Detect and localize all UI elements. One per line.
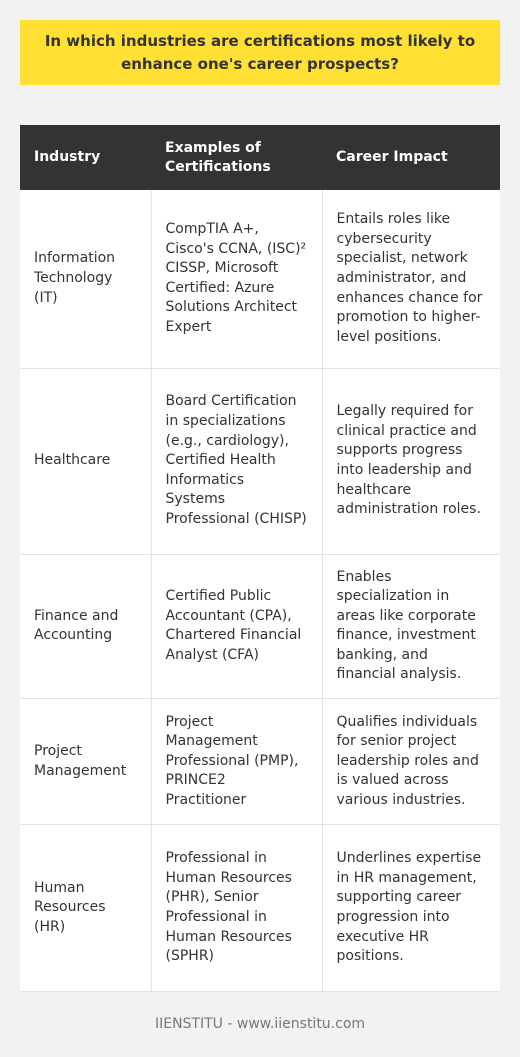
certifications-cell: Professional in Human Resources (PHR), Senior Professional in Human Resources (SPHR)	[151, 825, 322, 992]
column-header-industry: Industry	[20, 125, 151, 190]
certifications-cell: CompTIA A+, Cisco's CCNA, (ISC)² CISSP, Microsoft Certified: Azure Solutions Architect Expert	[151, 190, 322, 368]
industry-cell: Project Management	[20, 699, 151, 825]
industry-cell: Finance and Accounting	[20, 554, 151, 699]
table-row	[20, 368, 500, 554]
table-row	[20, 825, 500, 992]
title-banner	[20, 20, 500, 85]
certifications-cell: Project Management Professional (PMP), PRINCE2 Practitioner	[151, 699, 322, 825]
table-row	[20, 190, 500, 368]
industry-cell: Human Resources (HR)	[20, 825, 151, 992]
certifications-table	[20, 125, 500, 992]
career-impact-cell: Entails roles like cybersecurity specialist, network administrator, and enhances chance for promotion to higher-level positions.	[322, 190, 500, 368]
career-impact-cell: Underlines expertise in HR management, supporting career progression into executive HR positions.	[322, 825, 500, 992]
career-impact-cell: Legally required for clinical practice and supports progress into leadership and healthcare administration roles.	[322, 368, 500, 554]
certifications-cell: Board Certification in specializations (e.g., cardiology), Certified Health Informatics Systems Professional (CHISP)	[151, 368, 322, 554]
career-impact-cell: Qualifies individuals for senior project leadership roles and is valued across various industries.	[322, 699, 500, 825]
certifications-cell: Certified Public Accountant (CPA), Chartered Financial Analyst (CFA)	[151, 554, 322, 699]
career-impact-cell: Enables specialization in areas like corporate finance, investment banking, and financial analysis.	[322, 554, 500, 699]
column-header-career-impact: Career Impact	[322, 125, 500, 190]
table-header-row	[20, 125, 500, 190]
table-row	[20, 699, 500, 825]
industry-cell: Healthcare	[20, 368, 151, 554]
table-row	[20, 554, 500, 699]
column-header-certifications: Examples of Certifications	[151, 125, 322, 190]
page-title: In which industries are certifications most likely to enhance one's career prospects?	[44, 31, 476, 73]
industry-cell: Information Technology (IT)	[20, 190, 151, 368]
footer-credit: IIENSTITU - www.iienstitu.com	[154, 1016, 366, 1032]
